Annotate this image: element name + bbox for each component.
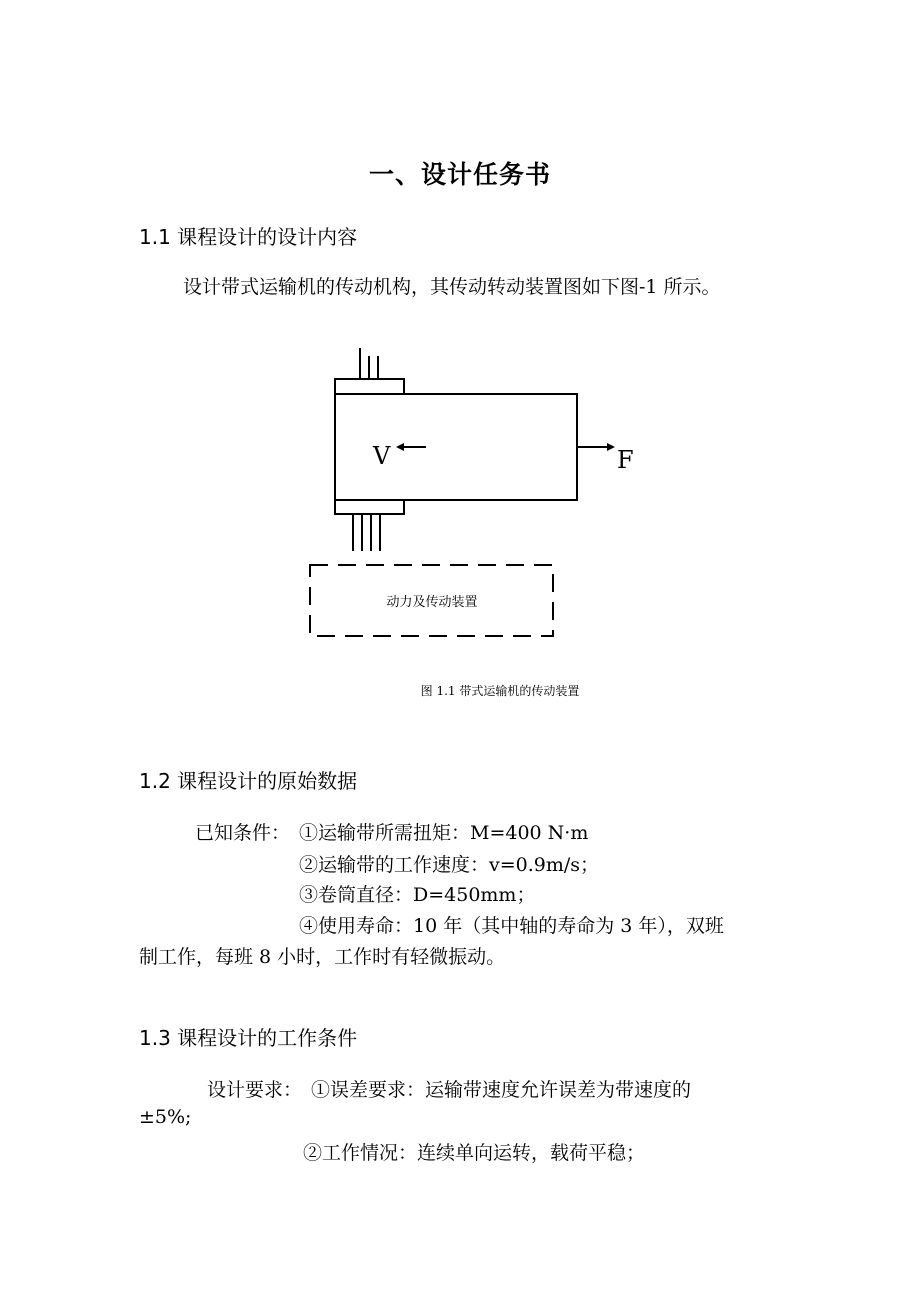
requirement-error: ①误差要求：运输带速度允许误差为带速度的 [311, 1079, 692, 1101]
condition-lifetime: ④使用寿命：10 年（其中轴的寿命为 3 年），双班 [299, 915, 724, 937]
bottom-bearing-plate [335, 500, 404, 514]
requirement-error-continued: ±5%; [139, 1106, 192, 1128]
condition-speed: ②运输带的工作速度：v=0.9m/s； [299, 854, 600, 876]
velocity-label: V [373, 442, 391, 470]
condition-diameter: ③卷筒直径：D=450mm； [299, 884, 536, 906]
chapter-title: 一、设计任务书 [368, 160, 551, 189]
top-bearing-plate [335, 379, 404, 394]
drive-unit-label: 动力及传动装置 [386, 595, 478, 610]
conveyor-belt-rect [335, 394, 577, 500]
section-heading-1-2: 1.2 课程设计的原始数据 [139, 769, 358, 793]
section-heading-1-3: 1.3 课程设计的工作条件 [139, 1026, 358, 1050]
requirements-intro: 设计要求： [207, 1079, 303, 1101]
known-conditions-intro: 已知条件： [195, 822, 291, 844]
condition-lifetime-continued: 制工作，每班 8 小时，工作时有轻微振动。 [139, 946, 506, 968]
force-label: F [617, 446, 634, 474]
velocity-arrow-head [396, 443, 404, 451]
condition-torque: ①运输带所需扭矩：M=400 N·m [299, 822, 589, 844]
figure-caption: 图 1.1 带式运输机的传动装置 [420, 684, 580, 698]
force-arrow-head [607, 443, 615, 451]
design-content-paragraph: 设计带式运输机的传动机构，其传动转动装置图如下图-1 所示。 [183, 276, 721, 298]
drive-unit-dashed-box [310, 565, 553, 636]
requirement-working-condition: ②工作情况：连续单向运转，载荷平稳； [303, 1142, 646, 1164]
section-heading-1-1: 1.1 课程设计的设计内容 [139, 225, 358, 249]
